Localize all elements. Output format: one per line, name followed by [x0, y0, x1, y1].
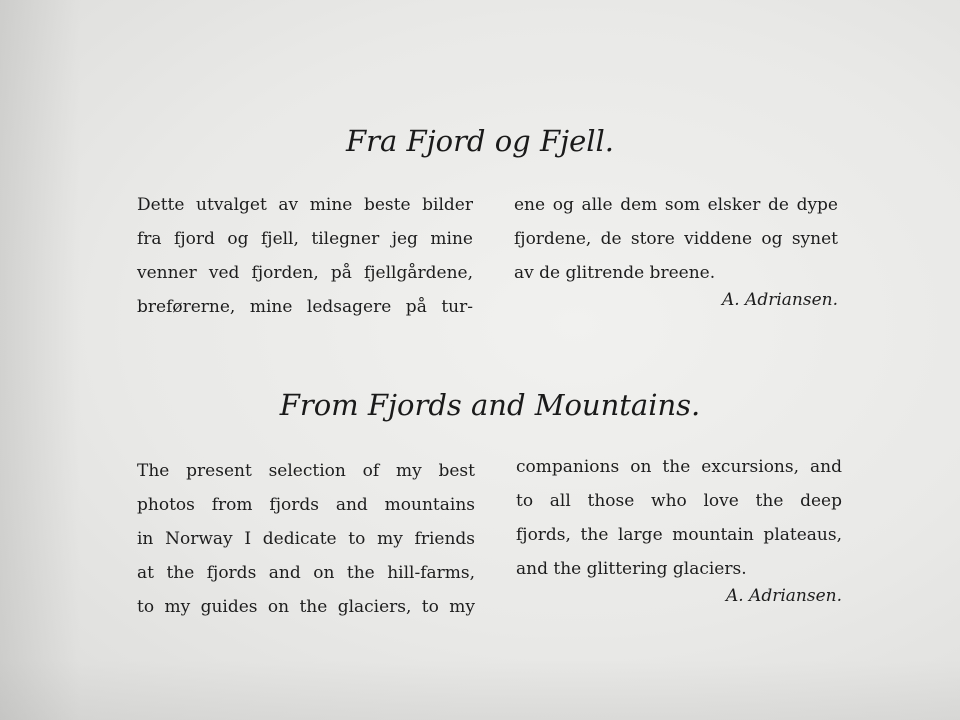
text-line: fjordene, de store viddene og synet	[514, 229, 838, 249]
english-signature: A. Adriansen.	[725, 586, 842, 606]
page-shadow-left	[0, 0, 80, 720]
text-line: Dette utvalget av mine beste bilder	[137, 195, 473, 215]
norwegian-left-column	[137, 188, 473, 324]
text-line: and the glittering glaciers.	[516, 559, 747, 579]
text-line: in Norway I dedicate to my friends	[137, 529, 475, 549]
text-line: companions on the excursions, and	[516, 457, 842, 477]
text-line: fjords, the large mountain plateaus,	[516, 525, 842, 545]
text-line: photos from fjords and mountains	[137, 495, 475, 515]
english-title: From Fjords and Mountains.	[279, 388, 701, 422]
text-line: at the fjords and on the hill-farms,	[137, 563, 475, 583]
text-line: to all those who love the deep	[516, 491, 842, 511]
text-line: fra fjord og fjell, tilegner jeg mine	[137, 229, 473, 249]
text-line: The present selection of my best	[137, 461, 475, 481]
english-right-column	[516, 450, 842, 586]
norwegian-signature: A. Adriansen.	[721, 290, 838, 310]
text-line: av de glitrende breene.	[514, 263, 716, 283]
english-left-column	[137, 454, 475, 624]
text-line: ene og alle dem som elsker de dype	[514, 195, 838, 215]
page-shadow-bottom	[0, 660, 960, 720]
norwegian-title: Fra Fjord og Fjell.	[346, 124, 614, 158]
text-line: venner ved fjorden, på fjellgårdene,	[137, 263, 473, 283]
norwegian-right-column	[514, 188, 838, 290]
text-line: breførerne, mine ledsagere på tur-	[137, 297, 473, 317]
text-line: to my guides on the glaciers, to my	[137, 597, 475, 617]
